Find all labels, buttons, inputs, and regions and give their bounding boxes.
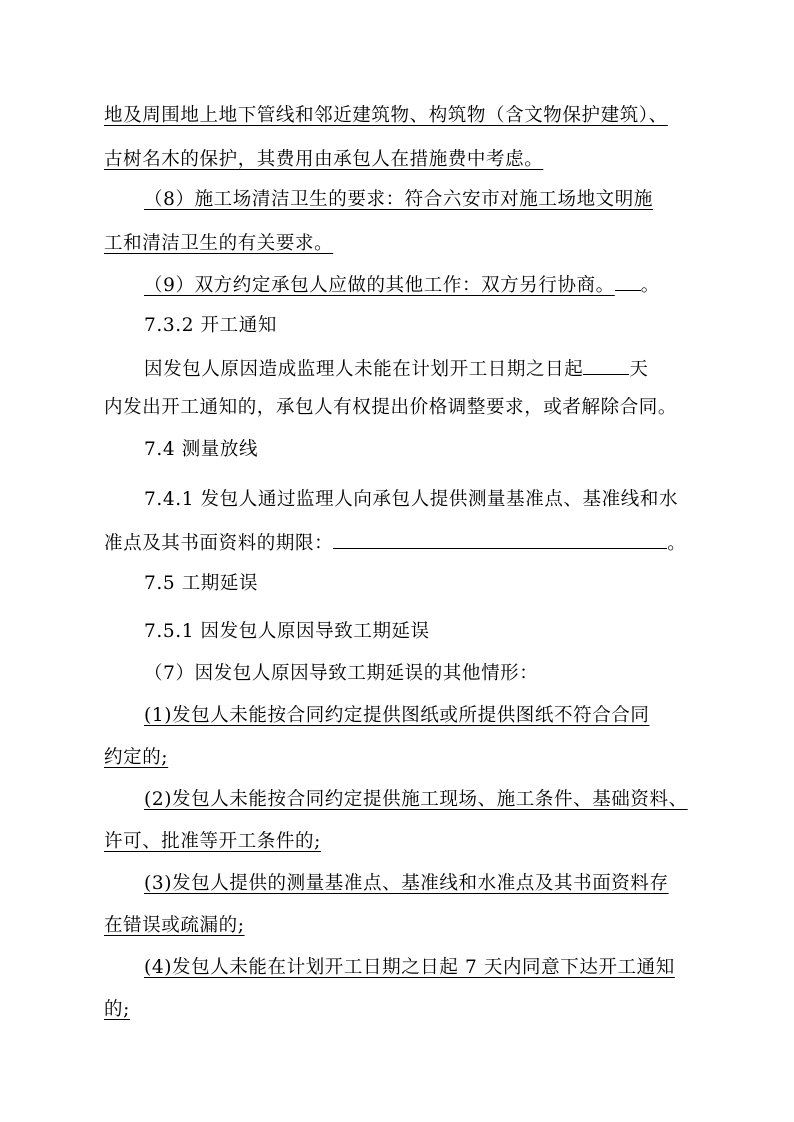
- section-7-3-2-heading: 7.3.2 开工通知: [144, 315, 277, 336]
- item-2-line-2: 许可、批准等开工条件的;: [104, 831, 321, 852]
- item-4-line-2: 的;: [104, 999, 130, 1020]
- section-7-5-1-heading: 7.5.1 因发包人原因导致工期延误: [144, 621, 430, 642]
- clause-8-line-1: [144, 188, 653, 212]
- start-notice-line-2: 内发出开工通知的，承包人有权提出价格调整要求，或者解除合同。: [104, 397, 678, 418]
- clause-9-text: （9）双方约定承包人应做的其他工作：双方另行协商。: [144, 275, 615, 296]
- clause-9-line: [144, 272, 660, 298]
- start-notice-line-1: [144, 356, 648, 382]
- item-2-line-1: (2)发包人未能按合同约定提供施工现场、施工条件、基础资料、: [144, 789, 688, 810]
- clause-8-text: （8）施工场清洁卫生的要求：符合六安市对施工场地文明施: [144, 189, 653, 210]
- item-4-line-1: (4)发包人未能在计划开工日期之日起 7 天内同意下达开工通知: [144, 957, 675, 978]
- survey-line-1: 7.4.1 发包人通过监理人向承包人提供测量基准点、基准线和水: [144, 489, 679, 510]
- days-unit: 天: [629, 359, 649, 380]
- start-notice-text: 因发包人原因造成监理人未能在计划开工日期之日起: [144, 359, 584, 380]
- survey-line-2: [104, 530, 686, 556]
- item-3-line-1: (3)发包人提供的测量基准点、基准线和水准点及其书面资料存: [144, 873, 669, 894]
- clause-9-end: 。: [640, 275, 660, 296]
- item-1-line-2: 约定的;: [104, 747, 169, 768]
- text-line-2: 古树名木的保护，其费用由承包人在措施费中考虑。: [104, 149, 544, 170]
- clause-8-line-2: 工和清洁卫生的有关要求。: [104, 233, 334, 254]
- survey-deadline-blank: [333, 530, 667, 549]
- item-3-line-2: 在错误或疏漏的;: [104, 915, 245, 936]
- clause-9-blank: [615, 272, 641, 291]
- text-line-1: 地及周围地上地下管线和邻近建筑物、构筑物（含文物保护建筑）、: [104, 105, 668, 126]
- clause-7-intro: （7）因发包人原因导致工期延误的其他情形：: [144, 663, 539, 684]
- section-7-4-heading: 7.4 测量放线: [144, 439, 259, 460]
- item-1-line-1: (1)发包人未能按合同约定提供图纸或所提供图纸不符合合同: [144, 705, 650, 726]
- section-7-5-heading: 7.5 工期延误: [144, 573, 259, 594]
- days-blank: [583, 356, 629, 375]
- survey-deadline-label: 准点及其书面资料的期限：: [104, 533, 334, 554]
- survey-deadline-end: 。: [667, 533, 687, 554]
